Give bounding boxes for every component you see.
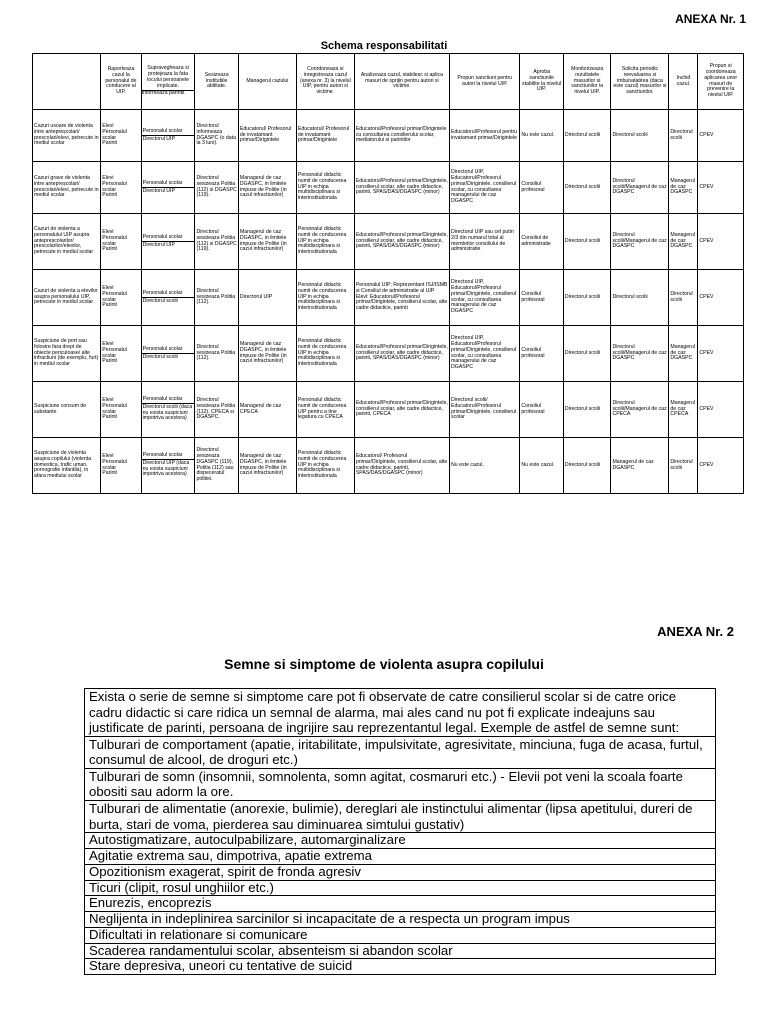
responsibility-table <box>32 53 744 494</box>
monitor-cell: Directorul scolii <box>563 382 611 438</box>
manager-cell: Managerul de caz DGASPC, in limitele impuse de Politie (in cazul infractiunilor) <box>238 438 296 494</box>
close-cell: Managerul de caz DGASPC <box>669 326 698 382</box>
coord-cell: Personalul didactic numit de conducerea UIP in echipa multidisciplinara si interinstitutionala <box>296 438 354 494</box>
propose-cell: Directorul UIP, Educatorul/Profesorul primar/Dirigintele, consilierul scolar, cu consultarea managerului de caz DGASPC <box>450 326 520 382</box>
supervise-inform-cell <box>141 270 195 326</box>
monitor-cell: Directorul scolii <box>563 110 611 162</box>
report-cell: Elevi Personalul scolar Parinti <box>101 214 141 270</box>
supervise-inform-cell <box>141 326 195 382</box>
request-cell: Directorul scolii/Managerul de caz DGASPC <box>611 162 669 214</box>
manager-cell: Managerul de caz CPECA <box>238 382 296 438</box>
case-cell: Cazuri usoare de violenta intre antepreșcolari/ prescolari/elevi, petrecute in mediul scolar <box>33 110 101 162</box>
list-item <box>85 801 716 833</box>
header-cell <box>141 54 195 110</box>
supervise-inform-cell <box>141 110 195 162</box>
symptom-text: Scaderea randamentului scolar, absenteism si abandon scolar <box>85 943 716 959</box>
responsibility-schema-title: Schema responsabilitati <box>320 40 448 52</box>
case-cell: Cazuri de violenta a personalului UIP asupra antepreșcolarilor/ prescolarilor/elevilor, petrecute in mediul scolar <box>33 214 101 270</box>
analyze-cell: Personalul UIP; Reprezentant ISJ/ISMB si Consiliul de administratie al UIP Elevi: Educatorul/Profesorul primar/Dirigintele, consilierul scolar, alte cadre didactice, parinti <box>354 270 449 326</box>
prevent-cell: CPEV <box>698 270 744 326</box>
supervise-cell: Personalul scolar <box>142 179 183 186</box>
list-item <box>85 768 716 800</box>
supervise-cell: Personalul scolar <box>142 127 183 134</box>
analyze-cell: Educatorul/Profesorul primar/Dirigintele cu consultarea consilierului scolar, mediatorului si parintilor <box>354 110 449 162</box>
annex-2-label: ANEXA Nr. 2 <box>657 624 734 639</box>
intro-text: Exista o serie de semne si simptome care pot fi observate de catre consilierul scolar si de catre orice cadru didactic si care ridica un semnal de alarma, mai ales cand nu pot fi explicate indeajuns sau justificate de parinti, persoana de ingrijire sau reprezentantul legal. Exemple de astfel de semne sunt: <box>85 689 716 737</box>
case-cell: Suspiciune de port sau folosire fara drept de obiecte periculoase/ alte infractiuni (de exemplu, furt) in mediul scolar <box>33 326 101 382</box>
close-cell: Directorul scolii <box>669 270 698 326</box>
close-cell: Managerul de caz CPECA <box>669 382 698 438</box>
close-cell: Directorul scolii <box>669 438 698 494</box>
list-item <box>85 927 716 943</box>
propose-cell: Directorul UIP sau cel putin 2/3 din numarul total al membrilor consiliului de administratie <box>450 214 520 270</box>
coord-cell: Personalul didactic numit de conducerea UIP in echipa multidisciplinara si interinstitutionala <box>296 162 354 214</box>
close-cell: Managerul de caz DGASPC <box>669 162 698 214</box>
inform-cell: Directorul UIP <box>142 135 195 143</box>
manager-cell: Directorul UIP <box>238 270 296 326</box>
symptom-text: Agitatie extrema sau, dimpotriva, apatie extrema <box>85 848 716 864</box>
supervise-cell: Personalul scolar <box>142 451 183 458</box>
monitor-cell: Directorul scolii <box>563 326 611 382</box>
prevent-cell: CPEV <box>698 326 744 382</box>
supervise-cell: Personalul scolar <box>142 289 183 296</box>
report-cell: Elevi Personalul scolar Parinti <box>101 110 141 162</box>
symptom-text: Opozitionism exagerat, spirit de fronda agresiv <box>85 864 716 880</box>
notify-cell: Directorul sesizeaza Politia (112). <box>195 270 238 326</box>
analyze-cell: Educatorul/Profesorul primar/Dirigintele, consilierul scolar, alte cadre didactice, parinti, SPAS/DAS/DGASPC (minor) <box>354 162 449 214</box>
analyze-cell: Educatorul/Profesorul primar/Dirigintele, consilierul scolar, alte cadre didactice, parinti, CPECA <box>354 382 449 438</box>
approve-cell: Nu este cazul. <box>520 438 563 494</box>
inform-cell: Directorul UIP <box>142 187 195 195</box>
list-item <box>85 864 716 880</box>
monitor-cell: Directorul scolii <box>563 270 611 326</box>
supervise-cell: Personalul scolar <box>142 395 183 402</box>
header-cell: Monitorizeaza rezultatele masurilor si sanctiunilor la nivelul UIP. <box>563 54 611 110</box>
coord-cell: Personalul didactic numit de conducerea UIP in echipa multidisciplinara si interinstitutionala <box>296 270 354 326</box>
header-cell: Propun sanctiuni pentru autori la nivelul UIP. <box>450 54 520 110</box>
list-item <box>85 880 716 896</box>
propose-cell: Nu este cazul. <box>450 438 520 494</box>
symptom-text: Neglijenta in indeplinirea sarcinilor si incapacitate de a respecta un program impus <box>85 912 716 928</box>
header-cell <box>33 54 101 110</box>
header-cell: Coordoneaza si inregistreaza cazul (anexa nr. 3) la nivelul UIP, pentru autori si victime. <box>296 54 354 110</box>
header-cell: Aproba sanctiunile stabilite la nivelul UIP. <box>520 54 563 110</box>
case-cell: Cazuri grave de violenta intre antepreșcolari/ prescolari/elevi, petrecute in mediul scolar <box>33 162 101 214</box>
inform-cell: Directorul scolii <box>142 353 195 361</box>
header-cell: Solicita periodic reevaluarea si imbunatatirea (daca este cazul) masurilor si sanctiunilor. <box>611 54 669 110</box>
symptom-text: Dificultati in relationare si comunicare <box>85 927 716 943</box>
table-header-row <box>33 54 744 110</box>
coord-cell: Personalul didactic numit de conducerea UIP in echipa multidisciplinara si interinstitutionala <box>296 326 354 382</box>
responsibility-table-body <box>33 110 744 494</box>
header-cell: Analizeaza cazul, stabilesc si aplica masuri de sprijin pentru autori si victime. <box>354 54 449 110</box>
propose-cell: Directorul UIP, Educatorul/Profesorul primar/Dirigintele, consilierul scolar, cu consultarea managerului de caz DGASPC <box>450 270 520 326</box>
supervise-inform-cell <box>141 438 195 494</box>
report-cell: Elevi Personalul scolar Parinti <box>101 382 141 438</box>
list-item <box>85 959 716 975</box>
header-cell: Inchid cazul. <box>669 54 698 110</box>
symptom-text: Ticuri (clipit, rosul unghiilor etc.) <box>85 880 716 896</box>
supervise-cell: Personalul scolar <box>142 233 183 240</box>
report-cell: Elevi Personalul scolar Parinti <box>101 438 141 494</box>
symptom-text: Tulburari de comportament (apatie, iritabilitate, impulsivitate, agresivitate, minciuna, fuga de acasa, furtul, consumul de alcool, de droguri etc.) <box>85 736 716 768</box>
manager-cell: Managerul de caz DGASPC, in limitele impuse de Politie (in cazul infractiunilor) <box>238 326 296 382</box>
list-item <box>85 896 716 912</box>
signs-symptoms-title: Semne si simptome de violenta asupra copilului <box>224 656 544 672</box>
approve-cell: Consiliul profesoral <box>520 382 563 438</box>
manager-cell: Managerul de caz DGASPC, in limitele impuse de Politie (in cazul infractiunilor) <box>238 214 296 270</box>
inform-cell: Directorul UIP (daca nu exista suspiciuni impotriva acestora) <box>142 459 195 478</box>
notify-cell: Directorul sesizeaza Politia (112), CPECA si DGASPC. <box>195 382 238 438</box>
supervise-inform-cell <box>141 382 195 438</box>
approve-cell: Consiliul profesoral <box>520 326 563 382</box>
coord-cell: Personalul didactic numit de conducerea UIP pentru a tine legatura cu CPECA <box>296 382 354 438</box>
annex-1-label: ANEXA Nr. 1 <box>675 12 746 26</box>
request-cell: Managerul de caz DGASPC <box>611 438 669 494</box>
prevent-cell: CPEV <box>698 214 744 270</box>
analyze-cell: Educatorul/Profesorul primar/Dirigintele, consilierul scolar, alte cadre didactice, parinti, SPAS/DAS/DGASPC (minor) <box>354 326 449 382</box>
header-cell: Propun si coordoneaza aplicarea unor masuri de prevenire la nivelul UIP. <box>698 54 744 110</box>
report-cell: Elevi Personalul scolar Parinti <box>101 162 141 214</box>
request-cell: Directorul scolii <box>611 110 669 162</box>
signs-table-body <box>85 689 716 975</box>
list-item <box>85 689 716 737</box>
table-row <box>33 382 744 438</box>
request-cell: Directorul scolii/Managerul de caz CPECA <box>611 382 669 438</box>
approve-cell: Consiliul profesoral <box>520 162 563 214</box>
case-cell: Suspiciune de violenta asupra copilului (violenta domestica, trafic uman, pornografie infantila), in afara mediului scolar <box>33 438 101 494</box>
list-item <box>85 833 716 849</box>
table-row <box>33 270 744 326</box>
coord-cell: Personalul didactic numit de conducerea UIP in echipa multidisciplinara si interinstitutionala <box>296 214 354 270</box>
header-cell: Managerul cazului <box>238 54 296 110</box>
report-cell: Elevi Personalul scolar Parinti <box>101 326 141 382</box>
list-item <box>85 943 716 959</box>
manager-cell: Managerul de caz DGASPC, in limitele impuse de Politie (in cazul infractiunilor) <box>238 162 296 214</box>
inform-cell: Directorul scolii <box>142 297 195 305</box>
case-cell: Suspiciune consum de substante <box>33 382 101 438</box>
supervise-cell: Personalul scolar <box>142 345 183 352</box>
table-row <box>33 326 744 382</box>
table-row <box>33 438 744 494</box>
manager-cell: Educatorul/ Profesorul de invatamant primar/Dirigintele <box>238 110 296 162</box>
report-cell: Elevi Personalul scolar Parinti <box>101 270 141 326</box>
notify-cell: Directorul sesizeaza Politia (112) si DGASPC (119). <box>195 214 238 270</box>
table-row <box>33 110 744 162</box>
monitor-cell: Directorul scolii <box>563 162 611 214</box>
table-row <box>33 162 744 214</box>
notify-cell: Directorul sesizeaza Politia (112). <box>195 326 238 382</box>
notify-cell: Directorul informeaza DGASPC (o data la 3 luni). <box>195 110 238 162</box>
notify-cell: Directorul sesizeaza Politia (112) si DGASPC (119). <box>195 162 238 214</box>
close-cell: Managerul de caz DGASPC <box>669 214 698 270</box>
header-cell: Informeaza parintii. <box>142 90 195 97</box>
inform-cell: Directorul UIP <box>142 241 195 249</box>
notify-cell: Directorul sesizeaza DGASPC (119), Politia (112) sau dispeceratul politiei. <box>195 438 238 494</box>
monitor-cell: Directorul scolii <box>563 214 611 270</box>
symptom-text: Autostigmatizare, autoculpabilizare, automarginalizare <box>85 833 716 849</box>
header-cell: Sesizeaza institutiile abilitate. <box>195 54 238 110</box>
supervise-inform-cell <box>141 162 195 214</box>
inform-cell: Directorul scolii (daca nu exista suspiciuni impotriva acestora) <box>142 403 195 422</box>
prevent-cell: CPEV <box>698 438 744 494</box>
analyze-cell: Educatorul/Profesorul primar/Dirigintele, consilierul scolar, alte cadre didactice, parinti, SPAS/DAS/DGASPC (minor) <box>354 214 449 270</box>
list-item <box>85 848 716 864</box>
coord-cell: Educatorul/ Profesorul de invatamant primar/Dirigintele <box>296 110 354 162</box>
symptom-text: Tulburari de somn (insomnii, somnolenta, somn agitat, cosmaruri etc.) - Elevii pot veni la scoala foarte obositi sau adorm la ore. <box>85 768 716 800</box>
prevent-cell: CPEV <box>698 162 744 214</box>
request-cell: Directorul scolii/Managerul de caz DGASPC <box>611 214 669 270</box>
propose-cell: Directorul scolii/ Educatorul/Profesorul primar/Dirigintele, consilierul scolar <box>450 382 520 438</box>
symptom-text: Stare depresiva, uneori cu tentative de suicid <box>85 959 716 975</box>
approve-cell: Consiliul profesoral <box>520 270 563 326</box>
table-row <box>33 214 744 270</box>
symptom-text: Tulburari de alimentatie (anorexie, bulimie), dereglari ale instinctului alimentar (lipsa apetitului, dureri de burta, stari de voma, pierderea sau diminuarea simtului gustativ) <box>85 801 716 833</box>
approve-cell: Consiliul de administratie <box>520 214 563 270</box>
list-item <box>85 736 716 768</box>
symptom-text: Enurezis, encoprezis <box>85 896 716 912</box>
monitor-cell: Directorul scolii <box>563 438 611 494</box>
close-cell: Directorul scolii <box>669 110 698 162</box>
prevent-cell: CPEV <box>698 382 744 438</box>
propose-cell: Educatorul/Profesorul pentru invatamant primar/Dirigintele <box>450 110 520 162</box>
prevent-cell: CPEV <box>698 110 744 162</box>
header-cell: Supravegheaza si protejeaza la fata locului persoanele implicate. <box>147 65 189 89</box>
request-cell: Directorul scolii/Managerul de caz DGASPC <box>611 326 669 382</box>
propose-cell: Directorul UIP, Educatorul/Profesorul primar/Dirigintele, consilierul scolar, cu consultarea managerului de caz DGASPC <box>450 162 520 214</box>
header-cell: Raporteaza cazul la personalul de conducere al UIP. <box>101 54 141 110</box>
request-cell: Directorul scolii <box>611 270 669 326</box>
approve-cell: Nu este cazul. <box>520 110 563 162</box>
analyze-cell: Educatorul/ Profesorul primar/Dirigintele, consilierul scolar, alte cadre didactice, parinti, SPAS/DAS/DGASPC (minor) <box>354 438 449 494</box>
signs-table <box>84 688 716 975</box>
list-item <box>85 912 716 928</box>
case-cell: Cazuri de violenta a elevilor asupra personalului UIP, petrecute in mediul scolar <box>33 270 101 326</box>
supervise-inform-cell <box>141 214 195 270</box>
